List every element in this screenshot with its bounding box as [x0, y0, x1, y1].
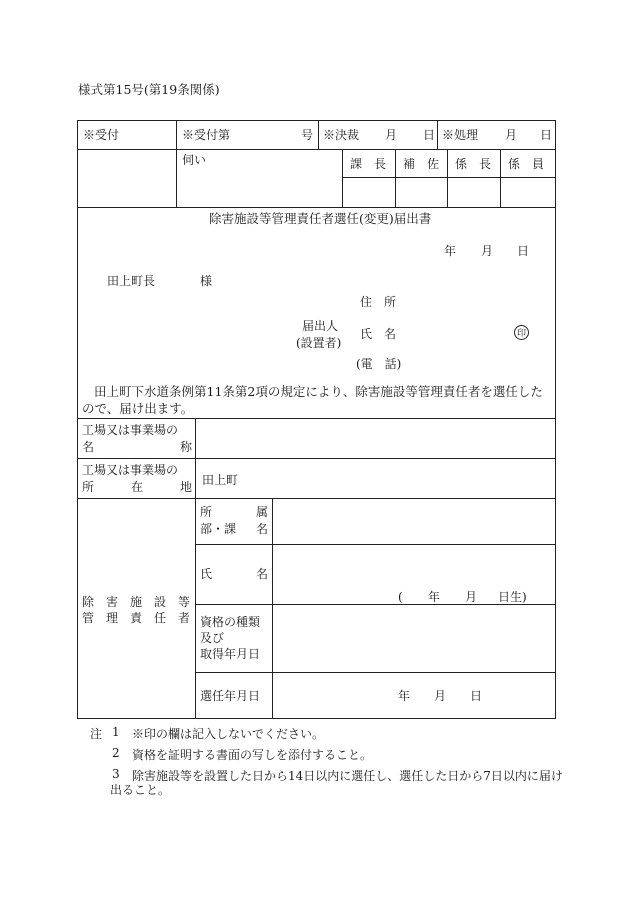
seal-mark: 印	[514, 325, 529, 340]
appointment-month: 月	[434, 689, 447, 703]
factory-location-label-3: 在	[131, 480, 144, 494]
rule-main-3	[77, 498, 556, 499]
note-number: 1	[112, 725, 120, 739]
notifier-label: 届出人	[302, 319, 339, 333]
col-roles-4	[500, 149, 501, 207]
affiliation-label-4: 名	[256, 522, 269, 536]
qualification-label-2: 及び	[200, 631, 225, 645]
col-roles-1	[342, 149, 343, 207]
factory-location-value: 田上町	[202, 473, 239, 487]
decision-label: ※決裁	[323, 128, 360, 142]
rule-main-2	[77, 458, 556, 459]
process-label: ※処理	[442, 128, 479, 142]
decision-day: 日	[423, 128, 436, 142]
address-label: 住 所	[360, 295, 397, 309]
addressee-name: 田上町長	[107, 274, 156, 288]
notifier-sub-label: (設置者)	[296, 336, 342, 350]
note-number: 2	[112, 746, 120, 760]
note-head: 注	[90, 727, 103, 741]
form-title: 除害施設等管理責任者選任(変更)届出書	[209, 211, 432, 226]
col-header-1	[176, 120, 177, 207]
person-name-label-1: 氏	[200, 567, 213, 581]
affiliation-label-3: 部・課	[200, 522, 237, 536]
note-continuation: 出ること。	[110, 783, 171, 797]
qualification-label-3: 取得年月日	[200, 647, 261, 661]
reception-no-label: ※受付第	[182, 128, 231, 142]
col-roles-3	[447, 149, 448, 207]
date-month: 月	[481, 244, 494, 258]
form-id: 様式第15号(第19条関係)	[78, 82, 220, 97]
process-month: 月	[505, 128, 518, 142]
col-header-2	[318, 120, 319, 149]
rule-sub-3	[195, 672, 556, 673]
factory-name-label-2: 名	[82, 440, 95, 454]
appointment-label: 選任年月日	[200, 689, 261, 703]
affiliation-label-2: 属	[256, 505, 269, 519]
factory-name-label-1: 工場又は事業場の	[82, 423, 179, 437]
factory-location-label-1: 工場又は事業場の	[82, 463, 179, 477]
process-day: 日	[540, 128, 553, 142]
inquiry-label: 伺い	[182, 153, 207, 167]
rule-roles	[342, 177, 556, 178]
birth-year: 年	[428, 590, 441, 604]
form-frame	[77, 120, 556, 719]
rule-sub-2	[195, 604, 556, 605]
role-staff: 係 員	[508, 157, 545, 171]
col-table-2	[272, 498, 273, 719]
factory-location-label-2: 所	[82, 480, 95, 494]
date-year: 年	[444, 244, 457, 258]
role-section-chief: 課 長	[350, 157, 387, 171]
birth-day: 日生)	[498, 590, 527, 604]
rule-header-end	[77, 207, 556, 208]
role-assistant: 補 佐	[403, 157, 440, 171]
note-number: 3	[112, 767, 120, 781]
rule-sub-1	[195, 544, 556, 545]
appointment-day: 日	[470, 689, 483, 703]
body-text: 田上町下水道条例第11条第2項の規定により、除害施設等管理責任者を選任したので、届け出ます。	[82, 384, 543, 416]
col-roles-2	[395, 149, 396, 207]
factory-location-label-4: 地	[180, 480, 193, 494]
manager-label-1: 除 害 施 設 等	[82, 595, 191, 609]
qualification-label-1: 資格の種類	[200, 615, 261, 629]
manager-label-2: 管 理 責 任 者	[82, 611, 191, 625]
reception-label: ※受付	[83, 128, 120, 142]
name-label: 氏 名	[360, 327, 397, 341]
note-text: 除害施設等を設置した日から14日以内に選任し、選任した日から7日以内に届け	[132, 769, 563, 783]
date-day: 日	[517, 244, 530, 258]
birth-month: 月	[465, 590, 478, 604]
go-label: 号	[301, 128, 314, 142]
note-text: ※印の欄は記入しないでください。	[132, 727, 325, 741]
birth-open: (	[398, 590, 403, 604]
note-text: 資格を証明する書面の写しを添付すること。	[132, 748, 373, 762]
person-name-label-2: 名	[256, 567, 269, 581]
col-table-1	[195, 418, 196, 719]
affiliation-label-1: 所	[200, 505, 213, 519]
decision-month: 月	[385, 128, 398, 142]
rule-main-1	[77, 418, 556, 419]
rule-header-1	[77, 149, 556, 150]
appointment-year: 年	[398, 689, 411, 703]
phone-label: (電 話)	[356, 357, 402, 371]
col-header-3	[437, 120, 438, 149]
factory-name-label-3: 称	[180, 440, 193, 454]
role-unit-chief: 係 長	[455, 157, 492, 171]
addressee-honorific: 様	[200, 274, 213, 288]
